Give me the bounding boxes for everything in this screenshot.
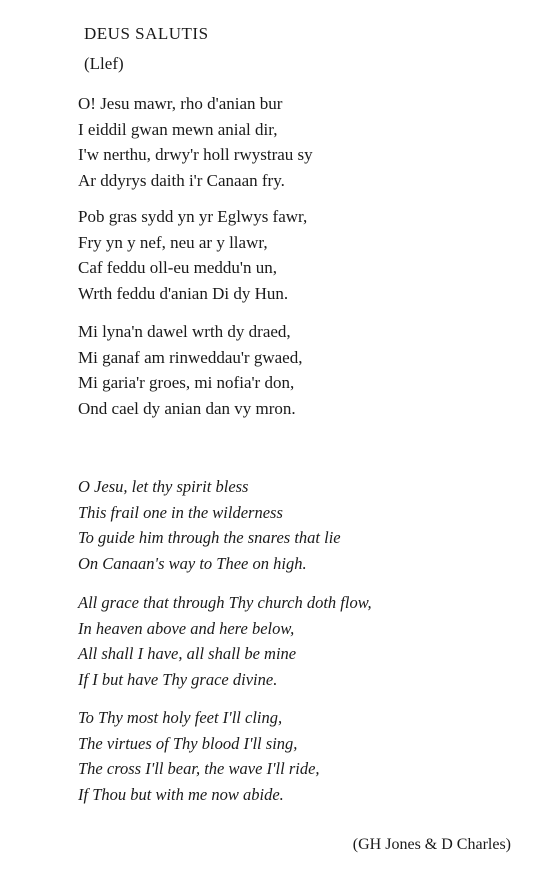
verse-line: Mi lyna'n dawel wrth dy draed, [78,322,291,341]
verse-line: Mi garia'r groes, mi nofia'r don, [78,373,295,392]
verse-line: This frail one in the wilderness [78,502,283,522]
verse-line: Caf feddu oll-eu meddu'n un, [78,258,277,277]
welsh-stanza-3 [78,319,302,421]
verse-line: Pob gras sydd yn yr Eglwys fawr, [78,207,308,226]
verse-line: All grace that through Thy church doth flow, [78,593,372,612]
verse-line: If Thou but with me now abide. [78,784,284,804]
english-stanza-2 [78,590,372,692]
verse-line: In heaven above and here below, [78,618,295,638]
welsh-stanza-1 [78,91,313,193]
verse-line: Ar ddyrys daith i'r Canaan fry. [78,170,285,190]
verse-line: To guide him through the snares that lie [78,528,341,547]
verse-line: Fry yn y nef, neu ar y llawr, [78,232,268,252]
english-stanza-3 [78,705,320,807]
verse-line: To Thy most holy feet I'll cling, [78,708,283,727]
verse-line: I eiddil gwan mewn anial dir, [78,119,278,139]
verse-line: On Canaan's way to Thee on high. [78,553,307,573]
hymn-title: DEUS SALUTIS [84,24,209,43]
verse-line: O! Jesu mawr, rho d'anian bur [78,94,283,113]
verse-line: Mi ganaf am rinweddau'r gwaed, [78,347,303,367]
verse-line: All shall I have, all shall be mine [78,644,297,663]
verse-line: O Jesu, let thy spirit bless [78,477,249,496]
verse-line: Ond cael dy anian dan vy mron. [78,398,296,418]
verse-line: The virtues of Thy blood I'll sing, [78,733,298,753]
hymn-attribution: (GH Jones & D Charles) [352,836,511,853]
verse-line: If I but have Thy grace divine. [78,669,278,689]
verse-line: The cross I'll bear, the wave I'll ride, [78,759,320,778]
english-stanza-1 [78,474,341,576]
hymn-subtitle: (Llef) [84,54,124,73]
verse-line: Wrth feddu d'anian Di dy Hun. [78,283,289,303]
welsh-stanza-2 [78,204,307,306]
verse-line: I'w nerthu, drwy'r holl rwystrau sy [78,145,313,164]
